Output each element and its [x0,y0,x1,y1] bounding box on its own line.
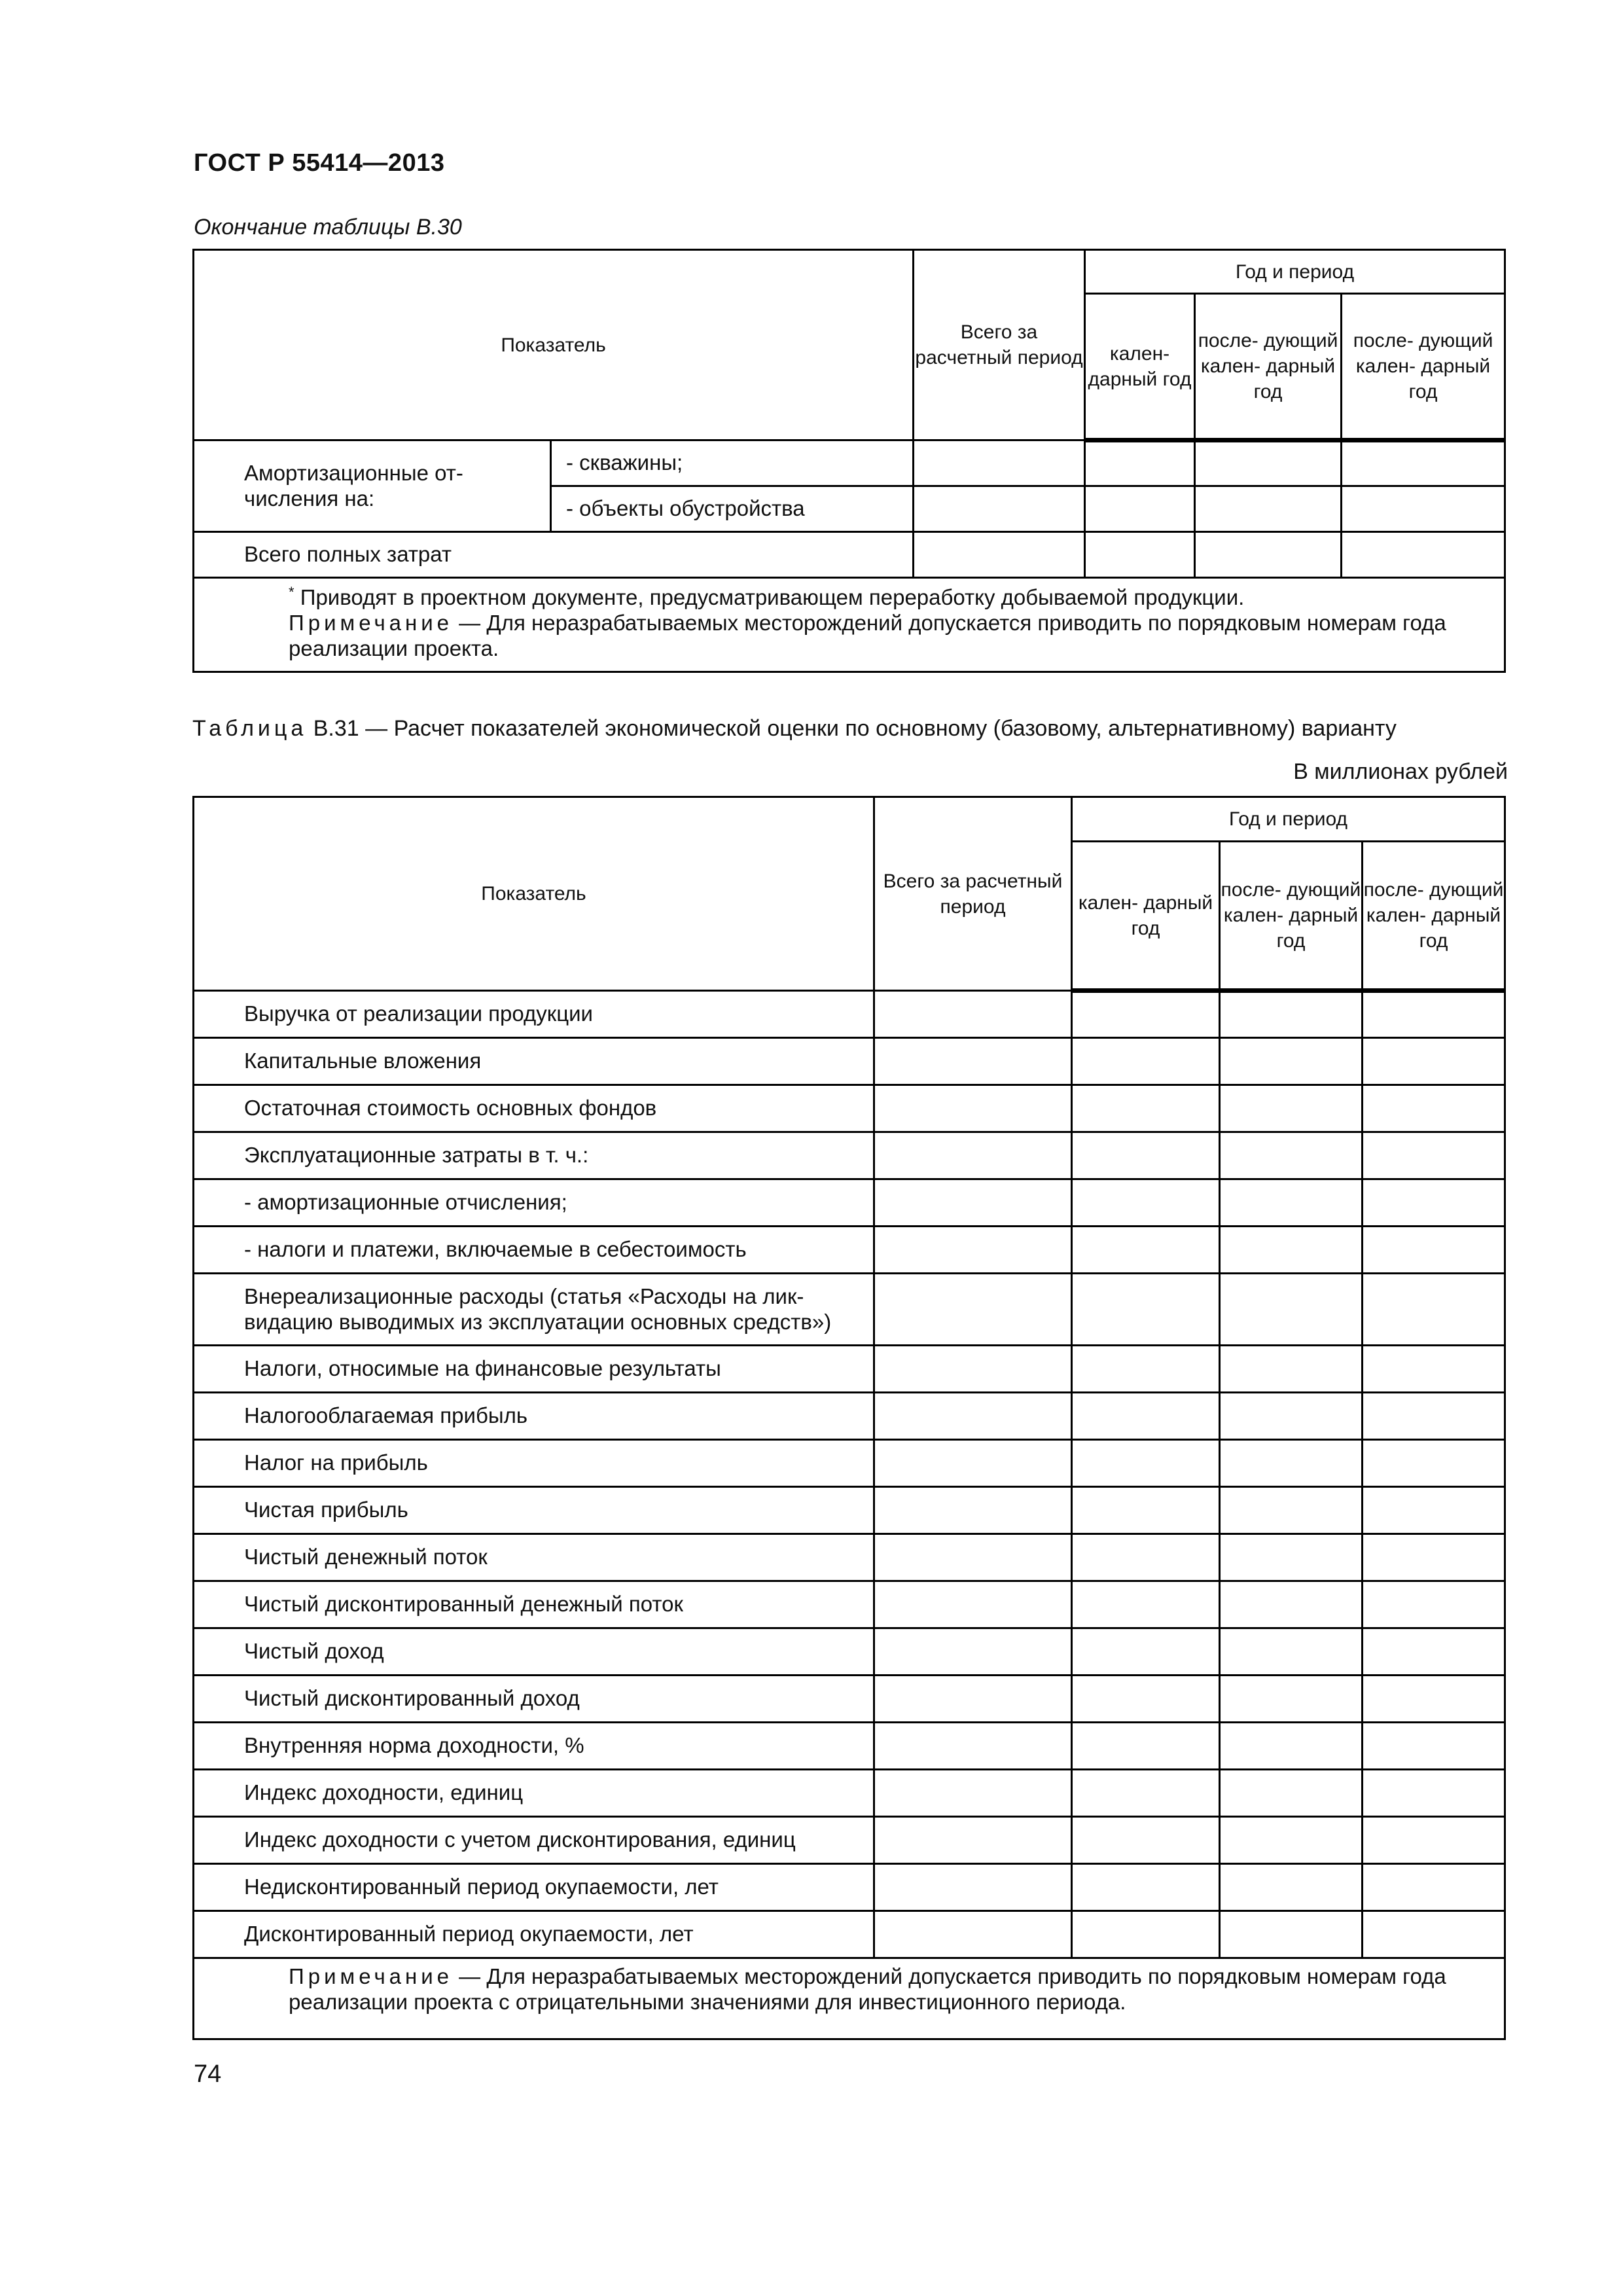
header-calendar-year: кален- дарный год [1072,842,1220,991]
header-indicator: Показатель [194,250,914,440]
table-row-label: Индекс доходности, единиц [194,1770,874,1817]
cell [914,532,1085,578]
table-row-label: Налог на прибыль [194,1440,874,1487]
cell [1220,1911,1363,1958]
cell [874,1132,1072,1179]
note-label: Примечание [289,1964,454,1988]
cell [1220,1581,1363,1628]
cell [1220,1085,1363,1132]
cell [1220,1864,1363,1911]
document-code-header: ГОСТ Р 55414—2013 [194,149,445,177]
cell [1072,1817,1220,1864]
table-row-label: Эксплуатационные затраты в т. ч.: [194,1132,874,1179]
cell [1072,1911,1220,1958]
table-row-label: Чистый денежный поток [194,1534,874,1581]
cell [874,1393,1072,1440]
header-year-period: Год и период [1085,250,1505,294]
cell [1085,440,1195,486]
units-label: В миллионах рублей [1293,759,1508,784]
cell [1195,486,1342,532]
header-next-calendar-year: после- дующий кален- дарный год [1220,842,1363,991]
cell [1072,1179,1220,1227]
row-sub-facilities: - объекты обустройства [551,486,914,532]
cell [1072,1440,1220,1487]
table-row-label: Внереализационные расходы (статья «Расходы на лик- видацию выводимых из эксплуатации основных средств») [194,1274,874,1346]
cell [1363,991,1505,1038]
cell [1072,1487,1220,1534]
cell [1220,1487,1363,1534]
cell [874,1817,1072,1864]
note-text: — Для неразрабатываемых месторождений допускается приводить по порядковым номерам года реализации проекта с отрицательными значениями для инвестиционного периода. [289,1964,1446,2014]
cell [1072,1534,1220,1581]
cell [1085,486,1195,532]
cell [1220,1274,1363,1346]
header-next-calendar-year-2: после- дующий кален- дарный год [1363,842,1505,991]
header-total-period: Всего за расчетный период [874,797,1072,991]
table-row-label: Чистая прибыль [194,1487,874,1534]
cell [874,1534,1072,1581]
cell [874,1864,1072,1911]
cell [874,991,1072,1038]
cell [1342,532,1505,578]
cell [1342,486,1505,532]
table-30 [192,249,1506,673]
cell [1072,1864,1220,1911]
cell [874,1179,1072,1227]
cell [1363,1440,1505,1487]
cell [1363,1534,1505,1581]
cell [1220,1227,1363,1274]
cell [1072,1581,1220,1628]
table-31-caption [192,716,1397,742]
header-next-calendar-year: после- дующий кален- дарный год [1195,294,1342,440]
table-row-label: Капитальные вложения [194,1038,874,1085]
header-calendar-year: кален- дарный год [1085,294,1195,440]
cell [1220,1628,1363,1676]
cell [1195,440,1342,486]
footnote-mark: * [289,584,294,600]
row-amortization-label: Амортизационные от- числения на: [194,440,551,532]
cell [874,1770,1072,1817]
cell [1085,532,1195,578]
cell [874,1085,1072,1132]
table-row-label: Дисконтированный период окупаемости, лет [194,1911,874,1958]
cell [1220,1393,1363,1440]
table-30-notes [194,578,1505,672]
cell [1220,1346,1363,1393]
cell [1072,1227,1220,1274]
table-row-label: - амортизационные отчисления; [194,1179,874,1227]
cell [1363,1864,1505,1911]
cell [1363,1346,1505,1393]
cell [1342,440,1505,486]
cell [1072,1770,1220,1817]
cell [1363,1581,1505,1628]
table-31-caption-label: Таблица [192,716,308,741]
cell [1072,1628,1220,1676]
row-total-costs: Всего полных затрат [194,532,914,578]
cell [874,1038,1072,1085]
cell [1072,1723,1220,1770]
cell [1220,1534,1363,1581]
cell [1220,1770,1363,1817]
table-row-label: Индекс доходности с учетом дисконтирования, единиц [194,1817,874,1864]
table-row-label: Недисконтированный период окупаемости, лет [194,1864,874,1911]
cell [874,1440,1072,1487]
cell [1072,991,1220,1038]
cell [874,1676,1072,1723]
cell [1220,1723,1363,1770]
header-next-calendar-year-2: после- дующий кален- дарный год [1342,294,1505,440]
cell [1363,1274,1505,1346]
cell [1072,1085,1220,1132]
cell [1195,532,1342,578]
cell [874,1628,1072,1676]
cell [874,1723,1072,1770]
table-31-caption-text: В.31 — Расчет показателей экономической оценки по основному (базовому, альтернативному) варианту [307,716,1397,741]
table-row-label: Чистый доход [194,1628,874,1676]
cell [1363,1911,1505,1958]
note-label: Примечание [289,610,454,635]
cell [1363,1038,1505,1085]
cell [1363,1487,1505,1534]
table-row-label: Чистый дисконтированный денежный поток [194,1581,874,1628]
cell [1363,1676,1505,1723]
header-year-period: Год и период [1072,797,1505,842]
cell [1363,1770,1505,1817]
cell [1220,1676,1363,1723]
page-number: 74 [194,2060,222,2088]
table-row-label: Остаточная стоимость основных фондов [194,1085,874,1132]
cell [1220,991,1363,1038]
table-30-caption: Окончание таблицы В.30 [194,215,462,240]
cell [1363,1817,1505,1864]
cell [914,440,1085,486]
cell [1363,1179,1505,1227]
table-row-label: - налоги и платежи, включаемые в себестоимость [194,1227,874,1274]
table-row-label: Налогооблагаемая прибыль [194,1393,874,1440]
cell [1220,1179,1363,1227]
table-row-label: Налоги, относимые на финансовые результаты [194,1346,874,1393]
cell [1220,1440,1363,1487]
table-row-label: Выручка от реализации продукции [194,991,874,1038]
cell [1072,1346,1220,1393]
cell [874,1227,1072,1274]
header-total-period: Всего за расчетный период [914,250,1085,440]
cell [914,486,1085,532]
table-31 [192,796,1506,2040]
cell [1363,1227,1505,1274]
cell [1363,1085,1505,1132]
cell [1220,1132,1363,1179]
cell [1072,1274,1220,1346]
table-31-note [194,1958,1505,2039]
cell [1363,1723,1505,1770]
cell [1220,1038,1363,1085]
cell [874,1346,1072,1393]
table-row-label: Чистый дисконтированный доход [194,1676,874,1723]
cell [1220,1817,1363,1864]
cell [1363,1393,1505,1440]
cell [874,1487,1072,1534]
cell [874,1911,1072,1958]
cell [874,1581,1072,1628]
table-row-label: Внутренняя норма доходности, % [194,1723,874,1770]
cell [1072,1676,1220,1723]
cell [874,1274,1072,1346]
cell [1072,1038,1220,1085]
note-text: — Для неразрабатываемых месторождений допускается приводить по порядковым номерам года реализации проекта. [289,610,1446,660]
footnote-text: Приводят в проектном документе, предусматривающем переработку добываемой продукции. [300,585,1245,609]
cell [1072,1393,1220,1440]
header-indicator: Показатель [194,797,874,991]
cell [1072,1132,1220,1179]
cell [1363,1132,1505,1179]
row-sub-wells: - скважины; [551,440,914,486]
cell [1363,1628,1505,1676]
